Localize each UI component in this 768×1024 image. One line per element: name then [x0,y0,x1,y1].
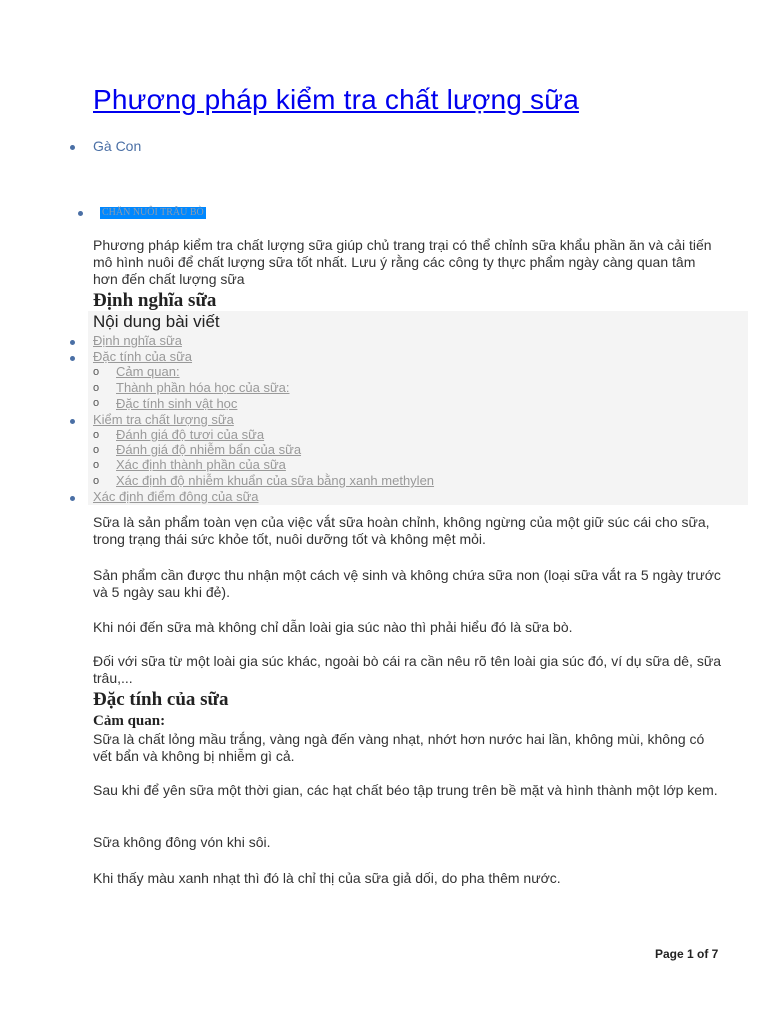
toc-sub-marker: o [93,429,100,441]
toc-bullet [70,356,75,361]
section-heading-properties: Đặc tính của sữa [93,689,229,710]
toc-bullet [70,419,75,424]
toc-link-sensory[interactable]: Cảm quan: [116,364,180,379]
toc-sub-marker: o [93,397,100,409]
body-paragraph: Sữa không đông vón khi sôi. [93,834,271,850]
toc-link-contamination[interactable]: Đánh giá độ nhiễm bẩn của sữa [116,442,302,457]
body-paragraph: Khi nói đến sữa mà không chỉ dẫn loài gia súc nào thì phải hiểu đó là sữa bò. [93,619,573,635]
body-paragraph: Sữa là chất lỏng mầu trắng, vàng ngà đến vàng nhạt, nhớt hơn nước hai lần, không mùi, không có vết bẩn và không bị nhiễm gì cả. [93,731,705,764]
body-paragraph: Sản phẩm cần được thu nhận một cách vệ sinh và không chứa sữa non (loại sữa vắt ra 5 ngày trước và 5 ngày sau khi đẻ). [93,567,721,600]
toc-link-bacteria[interactable]: Xác định độ nhiễm khuẩn của sữa bằng xanh methylen [116,473,435,488]
article-title[interactable]: Phương pháp kiểm tra chất lượng sữa [93,84,579,115]
toc-link-freshness[interactable]: Đánh giá độ tươi của sữa [116,427,265,442]
toc-sub-marker: o [93,444,100,456]
body-paragraph: Đối với sữa từ một loài gia súc khác, ngoài bò cái ra cần nêu rõ tên loài gia súc đó, ví dụ sữa dê, sữa trâu,... [93,653,721,686]
category-tag[interactable]: CHĂN NUÔI TRÂU BÒ [102,207,204,218]
toc-link-properties[interactable]: Đặc tính của sữa [93,349,193,364]
body-paragraph: Sữa là sản phẩm toàn vẹn của việc vắt sữa hoàn chỉnh, không ngừng của một giữ súc cái cho sữa, trong trạng thái sức khỏe tốt, nuôi dưỡng tốt và không mệt mỏi. [93,514,710,547]
author-link[interactable]: Gà Con [93,138,142,154]
toc-sub-marker: o [93,459,100,471]
toc-sub-marker: o [93,475,100,487]
toc-link-definition[interactable]: Định nghĩa sữa [93,333,182,348]
toc-link-biological[interactable]: Đặc tính sinh vật học [116,396,238,411]
body-paragraph: Sau khi để yên sữa một thời gian, các hạt chất béo tập trung trên bề mặt và hình thành một lớp kem. [93,782,718,798]
section-heading-definition: Định nghĩa sữa [93,290,217,311]
toc-link-chemical[interactable]: Thành phần hóa học của sữa: [116,380,290,395]
toc-bullet [70,496,75,501]
author-bullet [70,145,75,150]
toc-bullet [70,340,75,345]
toc-title: Nội dung bài viết [93,312,220,331]
toc-sub-marker: o [93,366,100,378]
toc-link-freezing-point[interactable]: Xác định điểm đông của sữa [93,489,259,504]
toc-sub-marker: o [93,382,100,394]
toc-link-composition[interactable]: Xác định thành phần của sữa [116,457,286,472]
page-number: Page 1 of 7 [655,947,719,961]
body-paragraph: Khi thấy màu xanh nhạt thì đó là chỉ thị của sữa giả dối, do pha thêm nước. [93,870,561,886]
category-bullet [78,211,83,216]
intro-paragraph: Phương pháp kiểm tra chất lượng sữa giúp chủ trang trại có thể chỉnh sữa khẩu phần ăn và cải tiến mô hình nuôi để chất lượng sữa tốt nhất. Lưu ý rằng các công ty thực phẩm ngày càng quan tâm hơn đến chất lượng sữa [93,237,712,287]
toc-link-quality-check[interactable]: Kiểm tra chất lượng sữa [93,412,234,427]
subsection-heading-sensory: Cảm quan: [93,713,166,729]
